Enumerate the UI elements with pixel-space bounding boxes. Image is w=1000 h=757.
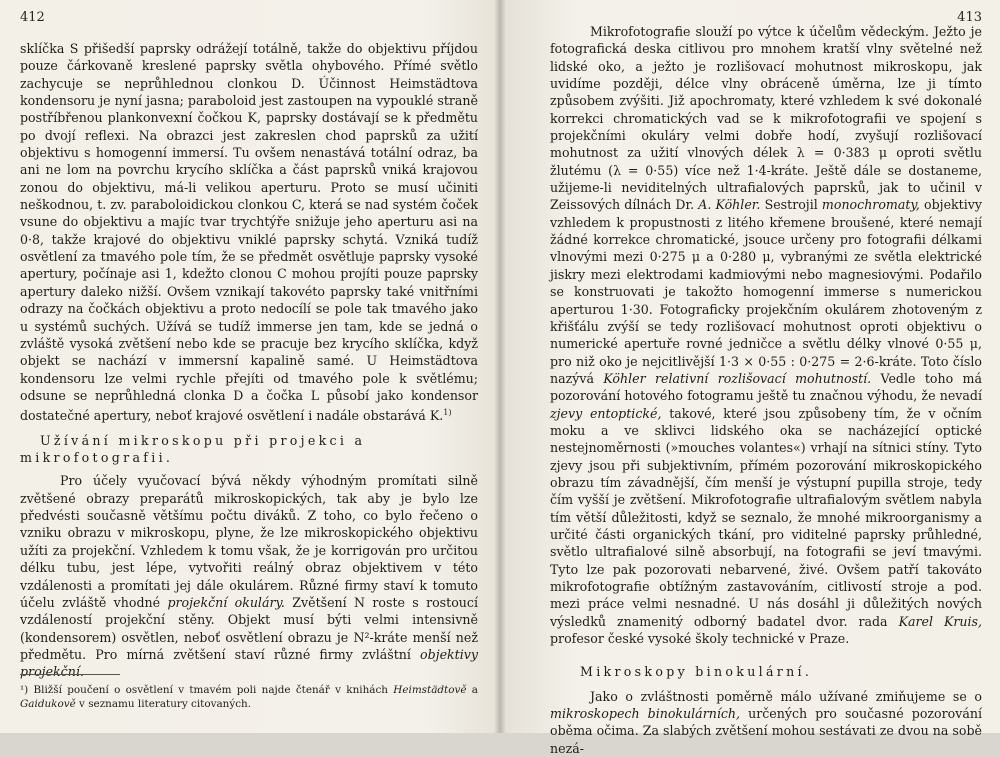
page-number-right: 413 xyxy=(957,10,982,25)
left-page xyxy=(0,0,500,733)
paragraph: Jako o zvláštnosti poměrně málo užívané zmiňujeme se o mikroskopech binokulárních, určených pro současné pozorování oběma očima. Za slabých zvětšení mohou sestávati ze dvou na sobě nezá- xyxy=(550,688,982,756)
right-page xyxy=(500,0,1000,756)
paragraph: Pro účely vyučovací bývá někdy výhodným promítati silně zvětšené obrazy preparátů mikroskopických, tak aby je bylo lze předvésti současně většímu počtu diváků. Z toho, co bylo řečeno o vzniku obrazu v mikroskopu, plyne, že lze mikroskopického objektivu užíti za projekční. Vzhledem k tomu však, že je korrigován pro určitou délku tubu, jest lépe, vytvořiti reálný obraz objektivem v této vzdálenosti a promítati jej dále okulárem. Různé firmy staví k tomuto účelu zvláště vhodné projekční okuláry. Zvětšení N roste s rostoucí vzdáleností projekční stěny. Objekt musí býti velmi intensivně (kondensorem) osvětlen, neboť osvětlení obrazu je N²-kráte menší než předmětu. Pro mírná zvětšení staví různé firmy zvláštní objektivy projekční. xyxy=(20,473,478,680)
section-heading: Užívání mikroskopu při projekci a mikrofotografii. xyxy=(20,432,366,466)
footnote-divider xyxy=(20,674,120,675)
paragraph: Mikrofotografie slouží po výtce k účelům vědeckým. Ježto je fotografická deska citlivou pro mnohem kratší vlny světelné než lidské oko, a ježto je rozlišovací mohutnost mikroskopu, jak uvidíme později, délce vlny obráceně úměrna, lze ji tímto způsobem zvýšiti. Již apochromaty, které vzhledem k své dokonalé korrekci chromatických vad se k mikrofotografii ve spojení s projekčními okuláry velmi dobře hodí, zvyšují rozlišovací mohutnost za užití vlnových délek λ = 0·383 μ oproti světlu žlutému (λ = 0·55) více než 1·4-kráte. Ještě dále se dostaneme, užijeme-li neviditelných ultrafialových paprsků, jak to učinil v Zeissových dílnách Dr. A. Köhler. Sestrojil monochromaty, objektivy vzhledem k propustnosti z litého křemene broušené, které nemají žádné korrekce chromatické, jsouce určeny pro fotografii délkami vlnovými mezi 0·275 μ a 0·280 μ, vybranými ze světla elektrické jiskry mezi elektrodami kadmiovými nebo magnesiovými. Podařilo se konstruovati je takožto homogenní immerse s numerickou aperturou 1·30. Fotograficky projekčním okulárem zhotoveným z křišťálu zvýší se tedy rozlišovací mohutnost oproti objektivu o numerické apertuře rovné jedničce a světlu délky vlnové 0·55 μ, pro niž oko je nejcitlivější 1·3 × 0·55 : 0·275 = 2·6-kráte. Toto číslo nazývá Köhler relativní rozlišovací mohutností. Vedle toho má pozorování hotového fotogramu ještě tu značnou výhodu, že nevadí zjevy entoptické, takové, které jsou způsobeny tím, že v očním moku a ve sklivci lidského oka se nacházející optické nestejnoměrnosti (»mouches volantes«) vrhají na sítnici stíny. Tyto zjevy jsou při subjektivním, přímém pozorování mikroskopického obrazu tím závadnější, čím menší je výstupní pupilla stroje, tedy čím vyšší je zvětšení. Mikrofotografie ultrafialovým světlem nabyla tím větší důležitosti, když se seznalo, že mnohé mikroorganismy a určité části organických tkání, pro viditelné paprsky průhledné, světlo ultrafialové silně absorbují, na fotografii se jeví tmavými. Tyto lze pak pozorovati nebarvené, živé. Ovšem patří takováto mikrofotografie obtížným zastavováním, citlivostí stroje a pod. mezi práce velmi nesnadné. U nás dosáhl ji důležitých nových výsledků znamenitý odborný badatel dvor. rada Karel Kruis, profesor české vysoké školy technické v Praze. xyxy=(550,24,982,647)
right-page-body xyxy=(550,23,982,757)
page-number-left: 412 xyxy=(20,10,45,25)
footnote-ref: 1) xyxy=(443,408,452,418)
footnote: ¹) Bližší poučení o osvětlení v tmavém poli najde čtenář v knihách Heimstädtově a Gaidukově v seznamu literatury citovaných. xyxy=(20,684,478,710)
left-page-body xyxy=(20,40,478,681)
paragraph: sklíčka S přišedší paprsky odrážejí totálně, takže do objektivu příjdou pouze čárkovaně kreslené paprsky světla ohybového. Přímé světlo zachycuje se neprůhlednou clonkou D. Účinnost Heimstädtova kondensoru je nyní jasna; paraboloid jest zastoupen na vypouklé straně postříbřenou plankonvexní čočkou K, paprsky dostávají se k předmětu po dvojí reflexi. Na obrazci jest zakreslen chod paprsků za užití objektivu s homogenní immersí. Tu ovšem nenastává totální odraz, ba ani ne lom na povrchu krycího sklíčka a část paprsků vniká krajovou zonou do objektivu, má-li velikou aperturu. Proto se musí učiniti neškodnou, t. zv. paraboloidickou clonkou C, která se nad systém čoček vsune do objektivu a majíc tvar trychtýře snižuje jeho aperturu asi na 0·8, takže krajové do objektivu vniklé paprsky schytá. Vzniká tudíž osvětlení za tmavého pole tím, že se předmět osvětluje paprsky vysoké apertury, počínaje asi 1, kdežto clonou C mohou projíti pouze paprsky apertury daleko nižší. Ovšem vznikají takovéto paprsky také vnitřními odrazy na čočkách objektivu a proto nedocílí se pole tak tmavého jako u systémů suchých. Užívá se tudíž immerse jen tam, kde se jedná o zvláště vysoká zvětšení nebo kde se pracuje bez krycího sklíčka, když objekt se nachází v immersní kapalině samé. U Heimstädtova kondensoru lze velmi rychle přejíti od tmavého pole k světlému; odsune se neprůhledná clonka D a čočka L působí jako kondensor dostatečné apertury, neboť krajové osvětlení i nadále obstarává K.$^{1)}$ xyxy=(20,41,478,424)
section-heading: Mikroskopy binokulární. xyxy=(580,664,813,680)
